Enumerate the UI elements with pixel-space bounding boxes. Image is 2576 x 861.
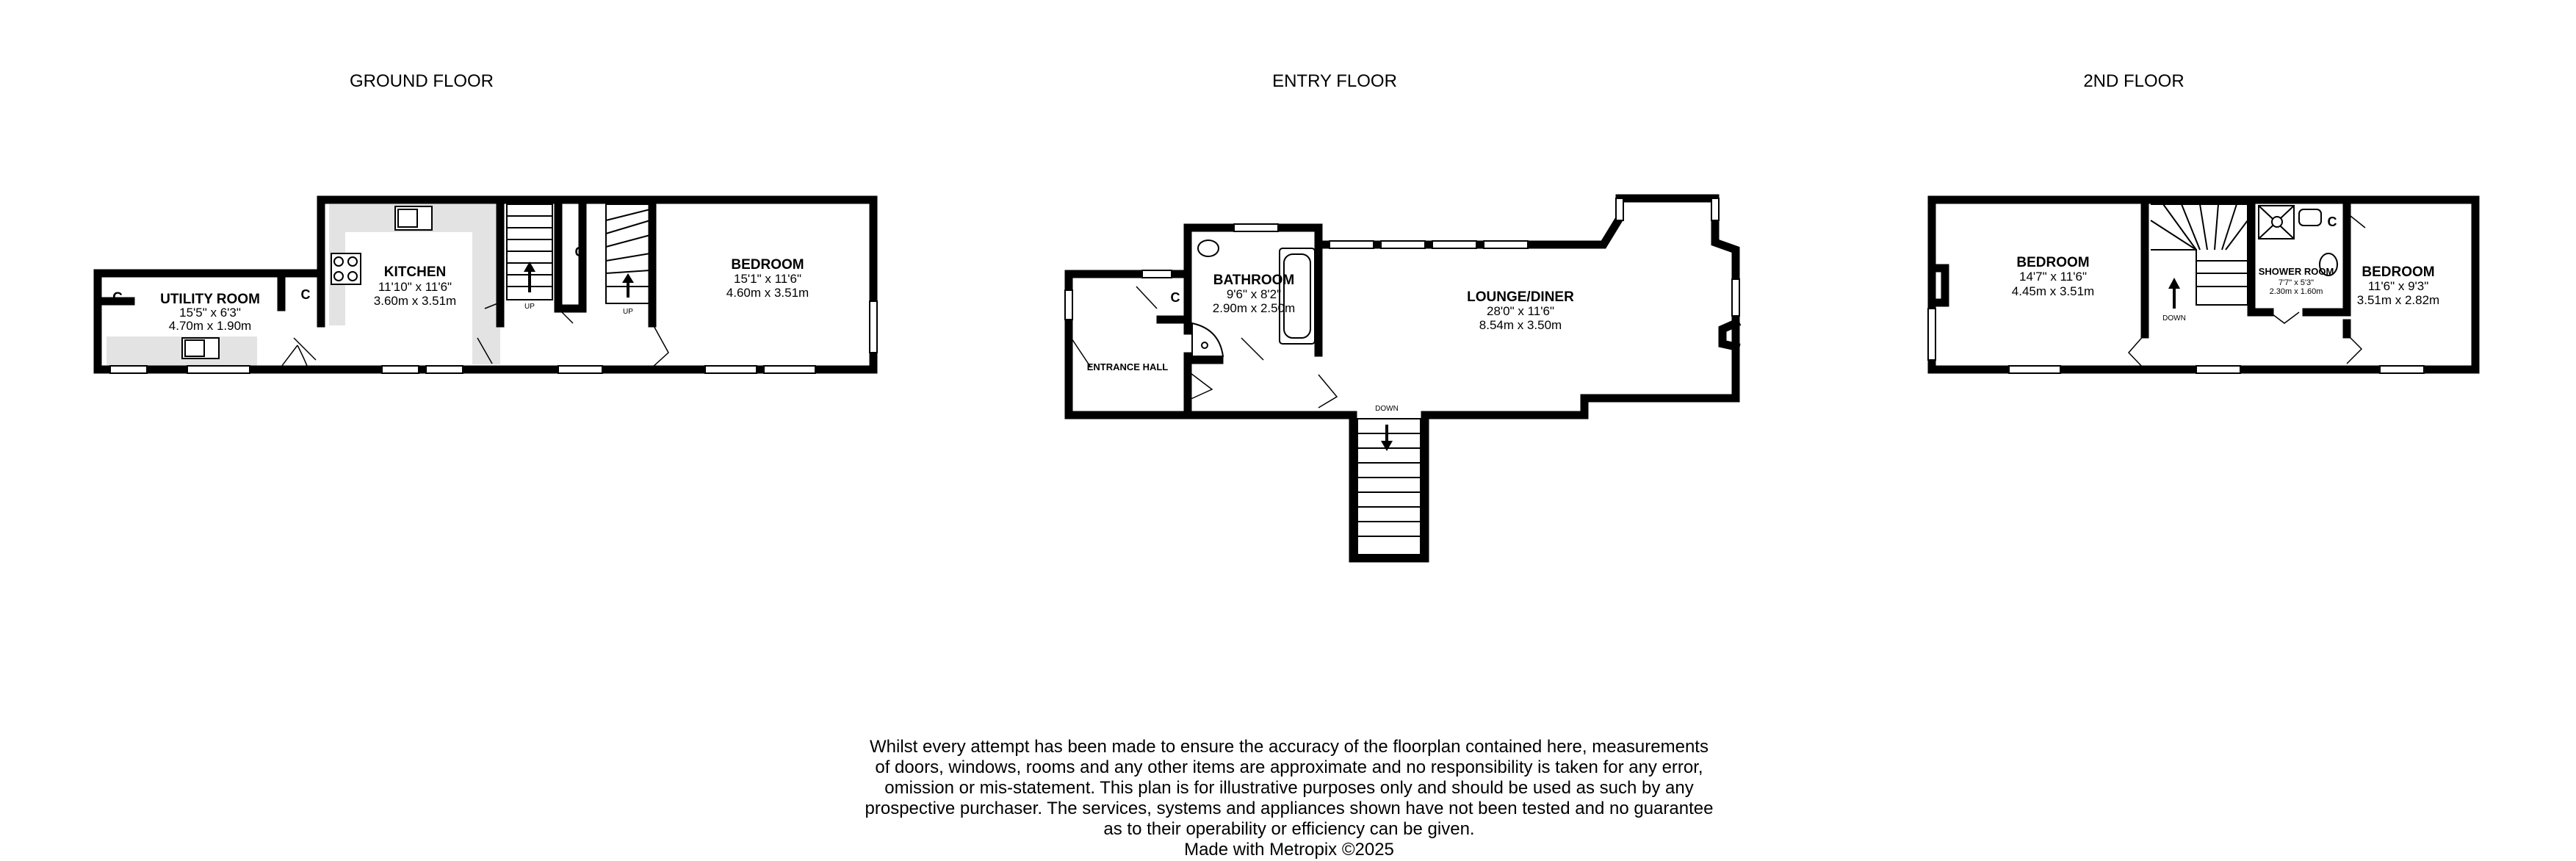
disclaimer-line: prospective purchaser. The services, systems and appliances shown have not been tested and no guarantee xyxy=(865,799,1714,818)
second-bedroom-left-dim-metric: 4.45m x 3.51m xyxy=(2011,284,2095,298)
disclaimer-line: omission or mis-statement. This plan is for illustrative purposes only and should be used as such by any xyxy=(884,778,1694,798)
window xyxy=(187,366,250,373)
ground-stairs-left xyxy=(507,204,552,300)
second-bedroom-right-name: BEDROOM xyxy=(2362,264,2435,280)
window xyxy=(2009,366,2060,373)
window xyxy=(1234,224,1278,231)
ground-floor-plan xyxy=(98,71,877,373)
window xyxy=(1065,290,1072,320)
second-floor-stairs xyxy=(2151,204,2248,309)
door xyxy=(2129,334,2145,370)
lounge-dim-imperial: 28'0" x 11'6" xyxy=(1487,304,1554,318)
stair-up-label: UP xyxy=(524,303,535,311)
ground-bedroom-name: BEDROOM xyxy=(731,257,804,273)
window xyxy=(764,366,815,373)
second-bedroom-left-dim-imperial: 14'7" x 11'6" xyxy=(2019,270,2087,284)
door xyxy=(652,323,668,367)
door xyxy=(1241,338,1263,360)
lounge-dim-metric: 8.54m x 3.50m xyxy=(1479,318,1562,332)
window xyxy=(1330,241,1374,248)
closet-label: C xyxy=(112,290,123,306)
window xyxy=(558,366,602,373)
bathroom-dim-metric: 2.90m x 2.50m xyxy=(1212,301,1296,315)
second-floor-plan xyxy=(1928,71,2475,373)
metropix-credit: Made with Metropix ©2025 xyxy=(1184,840,1394,860)
window xyxy=(1381,241,1425,248)
door xyxy=(2270,312,2299,323)
shower-drain xyxy=(2272,217,2282,227)
stair-down-label: DOWN xyxy=(1375,405,1399,413)
closet-label: C xyxy=(300,287,311,302)
disclaimer-line: Whilst every attempt has been made to ensure the accuracy of the floorplan contained here, measurements xyxy=(870,737,1709,757)
kitchen-dim-imperial: 11'10" x 11'6" xyxy=(378,280,452,294)
stair-down-label: DOWN xyxy=(2162,314,2186,323)
ground-bedroom-dim-imperial: 15'1" x 11'6" xyxy=(734,272,801,286)
ground-floor-title: GROUND FLOOR xyxy=(349,71,494,91)
entrance-hall-label: ENTRANCE HALL xyxy=(1086,361,1169,372)
entry-stairs xyxy=(1357,419,1421,555)
lounge-name: LOUNGE/DINER xyxy=(1467,289,1574,305)
kitchen-name: KITCHEN xyxy=(383,264,447,280)
second-bedroom-right-dim-metric: 3.51m x 2.82m xyxy=(2356,293,2440,307)
shower-tray xyxy=(1192,323,1223,356)
window xyxy=(1616,198,1623,220)
toilet xyxy=(1198,240,1219,256)
door xyxy=(294,338,316,360)
shower-room-dim-metric: 2.30m x 1.60m xyxy=(2269,287,2323,296)
utility-sink-bowl xyxy=(185,340,204,356)
stair-up-label: UP xyxy=(623,308,633,316)
utility-room-name: UTILITY ROOM xyxy=(160,292,260,307)
window xyxy=(870,301,877,353)
ground-stairs-right xyxy=(606,204,650,303)
second-bedroom-right-dim-imperial: 11'6" x 9'3" xyxy=(2367,279,2429,293)
utility-room-dim-imperial: 15'5" x 6'3" xyxy=(179,306,241,320)
ground-bedroom-dim-metric: 4.60m x 3.51m xyxy=(726,286,809,300)
window xyxy=(2380,366,2424,373)
basin xyxy=(2299,209,2321,226)
disclaimer-line: as to their operability or efficiency can be given. xyxy=(1103,819,1475,839)
window xyxy=(426,366,463,373)
closet-label: C xyxy=(2327,215,2337,229)
window xyxy=(110,366,147,373)
utility-room-dim-metric: 4.70m x 1.90m xyxy=(168,319,252,333)
disclaimer-line: of doors, windows, rooms and any other items are approximate and no responsibility is taken for any error, xyxy=(875,757,1703,777)
door xyxy=(1318,375,1337,408)
closet-label: C xyxy=(1170,290,1180,305)
bathroom-name: BATHROOM xyxy=(1213,273,1295,288)
window xyxy=(1432,241,1476,248)
bathroom-dim-imperial: 9'6" x 8'2" xyxy=(1226,287,1282,301)
entry-floor-outer-walls xyxy=(1069,198,1736,558)
entry-floor-title: ENTRY FLOOR xyxy=(1272,71,1397,91)
second-bedroom-left-name: BEDROOM xyxy=(2016,255,2090,270)
window xyxy=(1732,279,1739,316)
closet-label: C xyxy=(574,245,585,259)
window xyxy=(382,366,419,373)
kitchen-worktop-right xyxy=(472,204,500,364)
window xyxy=(1142,270,1172,278)
kitchen-dim-metric: 3.60m x 3.51m xyxy=(373,294,457,308)
second-floor-title: 2ND FLOOR xyxy=(2083,71,2184,91)
window xyxy=(1928,309,1935,360)
entry-floor-plan xyxy=(1065,71,1739,558)
window xyxy=(705,366,757,373)
bathtub-inner xyxy=(1284,254,1310,338)
shower-room-dim-imperial: 7'7" x 5'3" xyxy=(2278,278,2315,287)
door xyxy=(2347,334,2362,364)
kitchen-sink-bowl xyxy=(398,209,417,227)
window xyxy=(1484,241,1528,248)
shower-room-name: SHOWER ROOM xyxy=(2258,266,2334,277)
window xyxy=(2196,366,2240,373)
window xyxy=(1711,198,1719,220)
door xyxy=(1136,287,1157,309)
disclaimer xyxy=(801,737,1778,860)
